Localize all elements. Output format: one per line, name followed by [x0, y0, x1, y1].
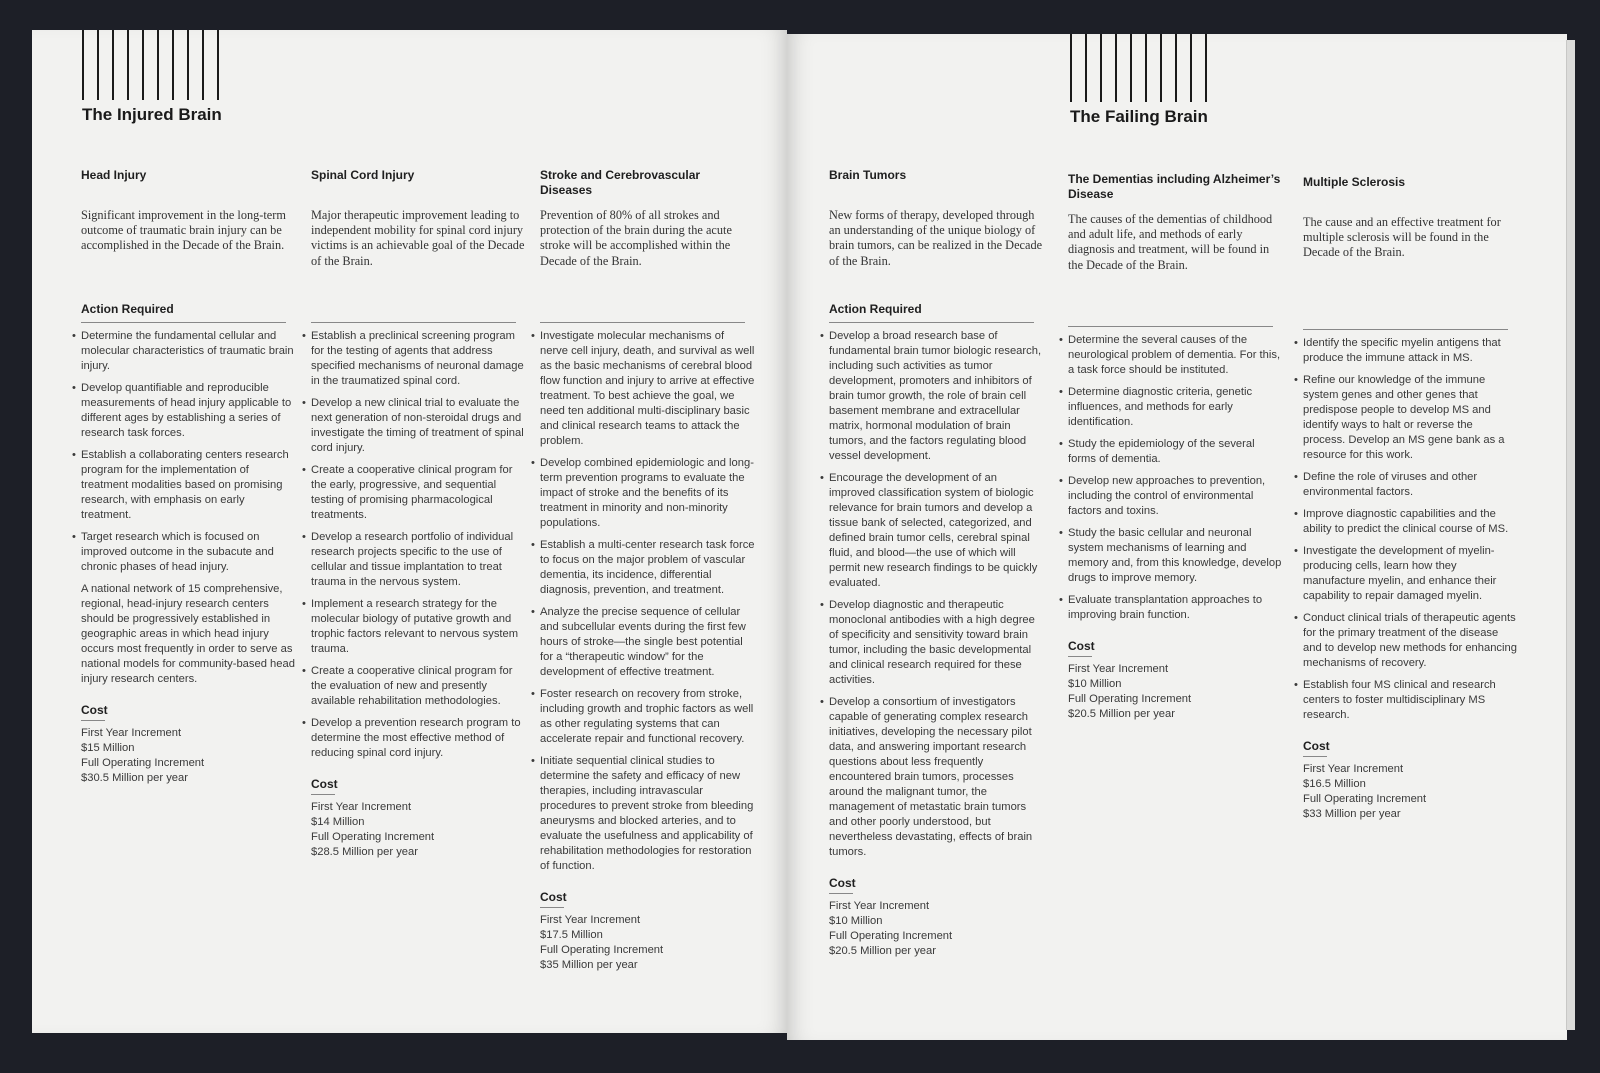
column-head-injury — [72, 168, 296, 786]
decorative-bars — [82, 30, 232, 100]
list-item: • Evaluate transplantation approaches to improving brain function. — [1059, 594, 1263, 621]
list-item: • Encourage the development of an improved classification system of biologic relevance for brain tumors and develop a tissue bank of selected, categorized, and defined brain tumor cells, cerebral spinal fluid, and blood—the use of which will permit new research findings to be quickly evaluated. — [820, 472, 1038, 589]
cost-divider — [311, 794, 335, 795]
cost-line: First Year Increment — [81, 727, 182, 739]
divider — [1068, 326, 1273, 327]
list-item: • Study the epidemiology of the several forms of dementia. — [1059, 438, 1255, 465]
list-item: • Define the role of viruses and other environmental factors. — [1294, 471, 1478, 498]
list-item: • Create a cooperative clinical program for the evaluation of new and presently available rehabilitation methodologies. — [302, 665, 513, 707]
list-item: • Study the basic cellular and neuronal system mechanisms of learning and memory and, from this knowledge, develop drugs to improve memory. — [1059, 527, 1282, 584]
cost-line: $16.5 Million — [1303, 778, 1366, 790]
list-item: • Improve diagnostic capabilities and the ability to predict the clinical course of MS. — [1294, 508, 1509, 535]
section-title: The Failing Brain — [1070, 107, 1208, 126]
column-spinal-cord-injury — [302, 168, 526, 860]
list-item: • Develop diagnostic and therapeutic monoclonal antibodies with a high degree of specificity and sensitivity toward brain tumor, including the basic developmental and clinical research required for these activities. — [820, 599, 1035, 686]
list-item: • Determine the several causes of the neurological problem of dementia. For this, a task force should be instituted. — [1059, 334, 1281, 376]
note-paragraph: A national network of 15 comprehensive, regional, head-injury research centers should be progressively established in geographic areas in which head injury occurs most frequently in order to serve as national models for community-based head injury research centers. — [81, 583, 295, 685]
divider — [540, 322, 745, 323]
left-page — [32, 30, 787, 1033]
column-brain-tumors — [820, 168, 1044, 959]
action-list — [1294, 336, 1518, 723]
cost-line: Full Operating Increment — [829, 930, 953, 942]
cost-label: Cost — [311, 777, 338, 791]
column-stroke — [531, 168, 755, 973]
action-required-label — [540, 302, 755, 322]
cost-line: First Year Increment — [1303, 763, 1404, 775]
cost-line: First Year Increment — [540, 914, 641, 926]
list-item: • Develop a new clinical trial to evaluate the next generation of non-steroidal drugs and investigate the timing of treatment of spinal cord injury. — [302, 397, 524, 454]
list-item: • Develop quantifiable and reproducible measurements of head injury applicable to different ages by establishing a series of research task forces. — [72, 382, 292, 439]
cost-label: Cost — [81, 703, 108, 717]
column-heading: Brain Tumors — [829, 168, 907, 182]
list-item: • Target research which is focused on improved outcome in the subacute and chronic phases of head injury. — [72, 531, 274, 573]
cost-line: First Year Increment — [829, 900, 930, 912]
action-required-label: Action Required — [829, 302, 922, 316]
cost-line: $28.5 Million per year — [311, 846, 418, 858]
cost-line: $20.5 Million per year — [1068, 708, 1175, 720]
cost-line: $30.5 Million per year — [81, 772, 188, 784]
list-item: • Implement a research strategy for the molecular biology of putative growth and trophic factors relevant to nervous system trauma. — [302, 598, 519, 655]
list-item: • Determine the fundamental cellular and molecular characteristics of traumatic brain injury. — [72, 330, 294, 372]
cost-line: First Year Increment — [1068, 663, 1169, 675]
action-list — [302, 329, 526, 761]
cost-line: Full Operating Increment — [81, 757, 205, 769]
cost-line: $10 Million — [1068, 678, 1122, 690]
list-item: • Investigate molecular mechanisms of nerve cell injury, death, and survival as well as the basic mechanisms of cerebral blood flow function and injury to arrive at effective treatment. To best achieve the goal, we need ten additional multi-disciplinary basic and clinical research teams to attack the problem. — [531, 330, 755, 447]
goal-statement: New forms of therapy, developed through an understanding of the unique biology of brain tumors, can be realized in the Decade of the Brain. — [829, 208, 1043, 268]
cost-line: $33 Million per year — [1303, 808, 1401, 820]
list-item: • Foster research on recovery from stroke, including growth and trophic factors as well as other regulating systems that can accelerate repair and functional recovery. — [531, 688, 754, 745]
list-item: • Analyze the precise sequence of cellular and subcellular events during the first few hours of stroke—the single best potential for a “therapeutic window” for the development of effective treatment. — [531, 606, 746, 678]
cost-line: Full Operating Increment — [1068, 693, 1192, 705]
cost-divider — [81, 720, 105, 721]
divider — [311, 322, 516, 323]
column-multiple-sclerosis — [1294, 175, 1518, 822]
decorative-bars — [1070, 34, 1220, 102]
page-edge — [1566, 40, 1575, 1030]
cost-label: Cost — [1303, 739, 1330, 753]
cost-label: Cost — [829, 876, 856, 890]
column-heading: The Dementias including Alzheimer’s Disease — [1068, 172, 1281, 201]
cost-label: Cost — [1068, 639, 1095, 653]
cost-line: $20.5 Million per year — [829, 945, 936, 957]
cost-divider — [1068, 656, 1092, 657]
action-list — [72, 329, 296, 575]
cost-line: $15 Million — [81, 742, 135, 754]
goal-statement: Significant improvement in the long-term outcome of traumatic brain injury can be accomplished in the Decade of the Brain. — [81, 208, 286, 253]
list-item: • Investigate the development of myelin-producing cells, learn how they manufacture myelin, and enhance their capability to repair damaged myelin. — [1294, 545, 1497, 602]
goal-statement: The causes of the dementias of childhood and adult life, and methods of early diagnosis and treatment, will be found in the Decade of the Brain. — [1068, 212, 1273, 272]
list-item: • Identify the specific myelin antigens that produce the immune attack in MS. — [1294, 337, 1501, 364]
cost-line: $14 Million — [311, 816, 365, 828]
action-required-label — [311, 302, 526, 322]
list-item: • Establish a multi-center research task force to focus on the major problem of vascular dementia, its incidence, differential diagnosis, prevention, and treatment. — [531, 539, 755, 596]
goal-statement: Prevention of 80% of all strokes and protection of the brain during the acute stroke will be accomplished within the Decade of the Brain. — [540, 208, 732, 268]
list-item: • Develop a prevention research program to determine the most effective method of reducing spinal cord injury. — [302, 717, 521, 759]
list-item: • Establish four MS clinical and research centers to foster multidisciplinary MS research. — [1294, 679, 1496, 721]
action-list — [820, 329, 1044, 860]
divider — [81, 322, 286, 323]
cost-divider — [1303, 756, 1327, 757]
column-heading: Head Injury — [81, 168, 147, 182]
section-title: The Injured Brain — [82, 105, 222, 124]
list-item: • Conduct clinical trials of therapeutic agents for the primary treatment of the disease and to develop new methods for enhancing mechanisms of recovery. — [1294, 612, 1517, 669]
column-dementias — [1059, 172, 1283, 722]
action-list — [1059, 333, 1283, 623]
cost-divider — [540, 907, 564, 908]
list-item: • Develop a consortium of investigators capable of generating complex research initiatives, developing the necessary pilot data, and answering important research questions about less frequently encountered brain tumors, processes around the malignant tumor, the management of metastatic brain tumors and other poorly understood, but nevertheless devastating, effects of brain tumors. — [820, 696, 1033, 858]
cost-line: $35 Million per year — [540, 959, 638, 971]
right-page — [787, 34, 1567, 1040]
cost-line: $10 Million — [829, 915, 883, 927]
cost-divider — [829, 893, 853, 894]
cost-label: Cost — [540, 890, 567, 904]
list-item: • Determine diagnostic criteria, genetic influences, and methods for early identification. — [1059, 386, 1253, 428]
list-item: • Create a cooperative clinical program for the early, progressive, and sequential testing of promising pharmacological treatments. — [302, 464, 513, 521]
divider — [1303, 329, 1508, 330]
list-item: • Develop combined epidemiologic and long-term prevention programs to evaluate the impact of stroke and the benefits of its treatment in minority and non-minority populations. — [531, 457, 754, 529]
list-item: • Develop new approaches to prevention, including the control of environmental factors and toxins. — [1059, 475, 1266, 517]
list-item: • Establish a collaborating centers research program for the implementation of treatment modalities based on promising research, with emphasis on early treatment. — [72, 449, 289, 521]
list-item: • Develop a broad research base of fundamental brain tumor biologic research, including such activities as tumor development, promoters and inhibitors of brain tumor growth, the role of brain cell basement membrane and extracellular matrix, hormonal modulation of brain tumors, and the factors regulating blood vessel development. — [820, 330, 1042, 462]
list-item: • Develop a research portfolio of individual research projects specific to the use of cellular and tissue implantation to treat trauma in the nervous system. — [302, 531, 514, 588]
cost-line: Full Operating Increment — [311, 831, 435, 843]
cost-line: Full Operating Increment — [540, 944, 664, 956]
action-required-label: Action Required — [81, 302, 174, 316]
action-required-label — [1068, 306, 1283, 326]
action-required-label — [1303, 309, 1518, 329]
goal-statement: Major therapeutic improvement leading to independent mobility for spinal cord injury victims is an achievable goal of the Decade of the Brain. — [311, 208, 525, 268]
action-list — [531, 329, 755, 874]
list-item: • Refine our knowledge of the immune system genes and other genes that predispose people to develop MS and identify ways to halt or reverse the process. Develop an MS gene bank as a resource for this work. — [1294, 374, 1505, 461]
column-heading: Spinal Cord Injury — [311, 168, 415, 182]
column-heading: Multiple Sclerosis — [1303, 175, 1406, 189]
list-item: • Initiate sequential clinical studies to determine the safety and efficacy of new therapies, including intravascular procedures to prevent stroke from bleeding aneurysms and blocked arteries, and to evaluate the usefulness and applicability of rehabilitation methodologies for restoration of function. — [531, 755, 754, 872]
cost-line: First Year Increment — [311, 801, 412, 813]
divider — [829, 322, 1034, 323]
column-heading: Stroke and Cerebrovascular Diseases — [540, 168, 701, 197]
goal-statement: The cause and an effective treatment for multiple sclerosis will be found in the Decade of the Brain. — [1303, 215, 1501, 260]
cost-line: Full Operating Increment — [1303, 793, 1427, 805]
cost-line: $17.5 Million — [540, 929, 603, 941]
list-item: • Establish a preclinical screening program for the testing of agents that address specified mechanisms of neuronal damage in the traumatized spinal cord. — [302, 330, 524, 387]
